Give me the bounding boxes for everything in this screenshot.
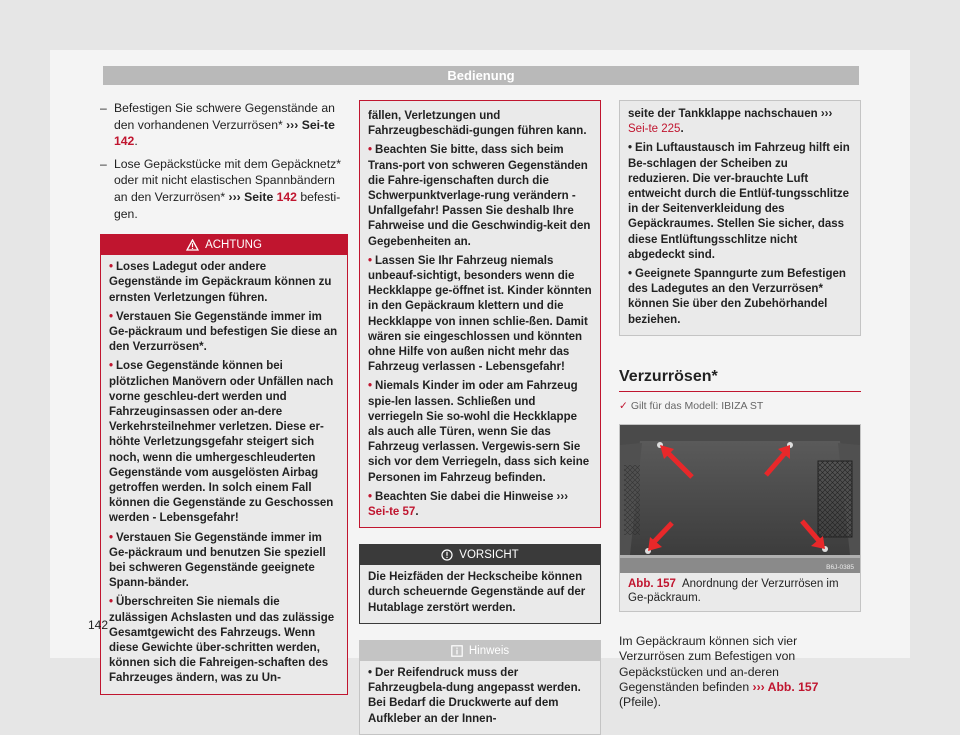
column-3 [619, 100, 861, 711]
warning-bullet: • Lose Gegenstände können bei plötzlichen Manövern oder Unfällen nach vorne geschleu-dert werden und Fahrzeuginsassen oder an-dere Verkehrsteilnehmer verletzen. Diese er-höhte Verletzungsgefahr steigert sich noch, wenn die umhergeschleuderten Gegenstände vom ausgelösten Airbag getroffen werden. In solch einem Fall können die Gegenstände zu Geschossen werden - Lebensgefahr! [109, 360, 334, 525]
warning-box-title: ACHTUNG [101, 235, 347, 255]
page-header: Bedienung [103, 66, 859, 85]
hint-bullet: • Geeignete Spanngurte zum Befestigen des Ladegutes an den Verzurrösen* können Sie über den Zubehörhandel beziehen. [628, 268, 846, 326]
warning-bullet: • Lassen Sie Ihr Fahrzeug niemals unbeauf-sichtigt, besonders wenn die Heckklappe ge-öffnet ist. Kinder könnten in den Gepäckraum klettern und die Heckklappe von innen schlie-ßen. Damit wären sie eingeschlossen und könnten ohne Hilfe von außen nicht mehr das Fahrzeug verlassen - Lebensgefahr! [368, 254, 592, 374]
warning-bullet: • Verstauen Sie Gegenstände immer im Ge-päckraum und befestigen Sie diese an den Verzurrösen*. [109, 310, 338, 354]
list-item: – Lose Gepäckstücke mit dem Gepäcknetz* oder mit nicht elastischen Spannbändern an den Verzurrösen* ››› Seite 142 befesti-gen. [100, 156, 341, 221]
section-title: Verzurrösen* [619, 369, 861, 393]
column-2 [359, 100, 601, 735]
hint-box: Hinweis • Der Reifendruck muss der Fahrzeugbela-dung angepasst werden. Bei Bedarf die Druckwerte auf dem Aufkleber an der Innen- [359, 640, 601, 735]
figure-caption: Abb. 157 Anordnung der Verzurrösen im Ge-päckraum. [628, 578, 839, 605]
info-square-icon [451, 645, 463, 657]
info-circle-icon [441, 549, 453, 561]
list-item: – Befestigen Sie schwere Gegenstände an den vorhandenen Verzurrösen* ››› Sei-te 142. [100, 101, 335, 149]
body-paragraph: Im Gepäckraum können sich vier Verzurrösen zum Befestigen von Gepäckstücken und an-deren Gegenständen befinden ››› Abb. 157 (Pfeile). [619, 634, 819, 710]
page-number: 142 [88, 618, 109, 632]
cross-reference-link[interactable]: ››› Sei-te 142 [114, 117, 335, 149]
hint-bullet: • Der Reifendruck muss der Fahrzeugbela-dung angepasst werden. Bei Bedarf die Druckwerte auf dem Aufkleber an der Innen- [368, 666, 581, 725]
warning-triangle-icon [186, 239, 199, 251]
cross-reference-link[interactable]: ››› Sei-te 225 [628, 108, 833, 136]
caution-box: VORSICHT Die Heizfäden der Heckscheibe können durch scheuernde Gegenstände auf der Hutablage zerstört werden. [359, 544, 601, 624]
cross-reference-link[interactable]: ››› Seite 142 [228, 189, 297, 204]
hint-bullet: • Ein Luftaustausch im Fahrzeug hilft ein Be-schlagen der Scheiben zu reduzieren. Die ver-brauchte Luft entweicht durch die Entlüf-tungsschlitze in der Seitenverkleidung des Gepäckraumes. Stellen Sie sicher, dass diese Entlüftungsschlitze nicht abgedeckt sind. [628, 142, 850, 261]
warning-bullet: • Verstauen Sie Gegenstände immer im Ge-päckraum und benutzen Sie speziell bei schweren Gegenstände geeignete Spann-bänder. [109, 531, 326, 590]
trunk-photo [620, 425, 860, 573]
model-applicability: ✓ Gilt für das Modell: IBIZA ST [619, 400, 764, 413]
hint-box-continued: seite der Tankklappe nachschauen ››› Sei-te 225. • Ein Luftaustausch im Fahrzeug hilft ein Be-schlagen der Scheiben zu reduzieren. Die ver-brauchte Luft entweicht durch die Entlüf-tungsschlitze in der Seitenverkleidung des Gepäckraumes. Stellen Sie sicher, dass diese Entlüftungsschlitze nicht abgedeckt sind. • Geeignete Spanngurte zum Befestigen des Ladegutes an den Verzurrösen* können Sie über den Zubehörhandel beziehen. [619, 100, 861, 336]
warning-box-continued: fällen, Verletzungen und Fahrzeugbeschädi-gungen führen kann. • Beachten Sie bitte, dass sich beim Trans-port von schweren Gegenständen die Fahre-igenschaften durch die Schwerpunktverlage-rung verändern - Unfallgefahr! Passen Sie deshalb Ihre Fahrweise und die Geschwindig-keit den Gegebenheiten an. • Lassen Sie Ihr Fahrzeug niemals unbeauf-sichtigt, besonders wenn die Heckklappe ge-öffnet ist. Kinder könnten in den Gepäckraum klettern und die Heckklappe von innen schlie-ßen. Damit wären sie eingeschlossen und könnten ohne Hilfe von außen nicht mehr das Fahrzeug verlassen - Lebensgefahr! • Niemals Kinder im oder am Fahrzeug spie-len lassen. Schließen und verriegeln Sie so-wohl die Heckklappe als auch alle Türen, wenn Sie das Fahrzeug verlassen. Vergewis-sern Sie sich vor dem Verriegeln, dass sich keine Personen im Fahrzeug befinden. • Beachten Sie dabei die Hinweise ››› Sei-te 57. [359, 100, 601, 528]
warning-bullet: • Überschreiten Sie niemals die zulässigen Achslasten und das zulässige Gesamtgewicht des Fahrzeugs. Wenn diese Gewichte über-schritten werden, können sich die Fahreigen-schaften des Fahrzeuges ändern, was zu Un- [109, 596, 335, 685]
warning-bullet: • Beachten Sie bitte, dass sich beim Trans-port von schweren Gegenständen die Fahre-igenschaften durch die Schwerpunktverlage-rung verändern - Unfallgefahr! Passen Sie deshalb Ihre Fahrweise und die Geschwindig-keit den Gegebenheiten an. [368, 144, 591, 248]
checkmark-icon: ✓ [619, 400, 628, 413]
warning-bullet: • Niemals Kinder im oder am Fahrzeug spie-len lassen. Schließen und verriegeln Sie so-wohl die Heckklappe als auch alle Türen, wenn Sie das Fahrzeug verlassen. Vergewis-sern Sie sich vor dem Verriegeln, dass sich keine Personen im Fahrzeug befinden. [368, 380, 590, 484]
column-1 [100, 100, 348, 695]
warning-bullet: • Beachten Sie dabei die Hinweise ››› Sei-te 57. [368, 490, 569, 519]
warning-bullet: • Loses Ladegut oder andere Gegenstände im Gepäckraum können zu ernsten Verletzungen führen. [109, 261, 332, 304]
figure-code: B6J-0385 [826, 564, 854, 572]
figure-reference-link[interactable]: ››› Abb. 157 [752, 679, 819, 694]
figure [619, 424, 861, 612]
cross-reference-link[interactable]: ››› Sei-te 57 [368, 490, 569, 519]
warning-box [100, 234, 348, 694]
